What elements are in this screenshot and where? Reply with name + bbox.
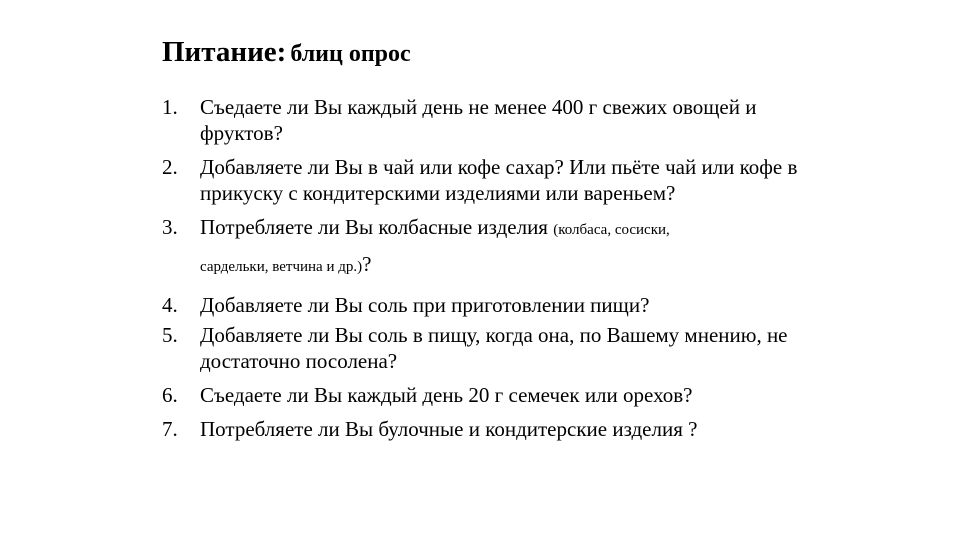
list-item	[162, 416, 802, 442]
question-number: 1.	[162, 95, 178, 119]
title-main: Питание:	[162, 36, 287, 68]
question-text: Съедаете ли Вы каждый день не менее 400 г свежих овощей и фруктов?	[200, 95, 757, 145]
question-text: Добавляете ли Вы в чай или кофе сахар? Или пьёте чай или кофе в прикуску с кондитерскими изделиями или вареньем?	[200, 155, 798, 205]
question-number: 4.	[162, 293, 178, 317]
question-list	[162, 94, 802, 442]
page-title	[162, 38, 411, 67]
list-item	[162, 292, 802, 318]
question-number: 7.	[162, 417, 178, 441]
list-item	[162, 214, 802, 284]
question-number: 3.	[162, 215, 178, 239]
question-text: Добавляете ли Вы соль в пищу, когда она, по Вашему мнению, не достаточно посолена?	[200, 323, 788, 373]
question-text: Съедаете ли Вы каждый день 20 г семечек или орехов?	[200, 383, 693, 407]
question-number: 2.	[162, 155, 178, 179]
list-item	[162, 322, 802, 374]
question-number: 5.	[162, 323, 178, 347]
list-item	[162, 382, 802, 408]
list-item	[162, 94, 802, 146]
question-tail: ?	[362, 252, 372, 276]
question-text: Добавляете ли Вы соль при приготовлении пищи?	[200, 293, 650, 317]
question-number: 6.	[162, 383, 178, 407]
question-note-line1: (колбаса, сосиски,	[553, 222, 670, 238]
question-text: Потребляете ли Вы булочные и кондитерские изделия ?	[200, 417, 698, 441]
title-sub: блиц опрос	[290, 41, 411, 67]
question-note-line2: сардельки, ветчина и др.)	[200, 259, 363, 275]
list-item	[162, 154, 802, 206]
question-text: Потребляете ли Вы колбасные изделия	[200, 215, 548, 239]
